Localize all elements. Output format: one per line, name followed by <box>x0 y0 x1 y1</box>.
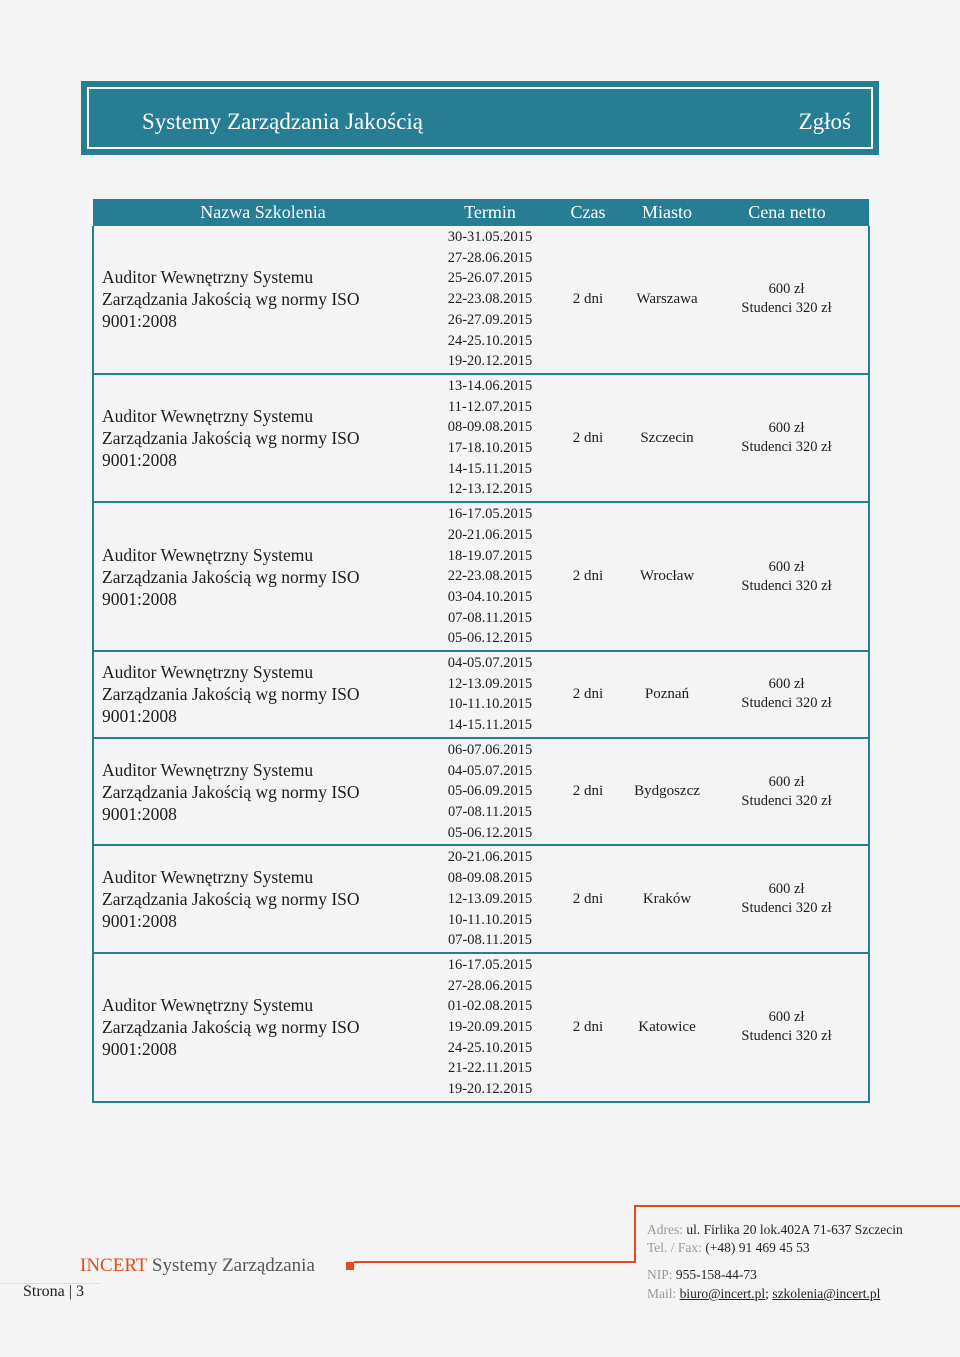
course-date: 07-08.11.2015 <box>447 932 533 949</box>
table-row <box>93 374 869 502</box>
header-price: Cena netto <box>705 199 869 226</box>
course-date: 05-06.12.2015 <box>447 824 533 841</box>
course-date: 12-13.09.2015 <box>447 890 533 907</box>
table-row <box>93 845 869 953</box>
table-row <box>93 953 869 1102</box>
page-number: Strona | 3 <box>23 1283 84 1300</box>
course-date: 10-11.10.2015 <box>447 696 533 713</box>
course-date: 27-28.06.2015 <box>447 249 533 266</box>
nip-value: 955-158-44-73 <box>672 1267 757 1282</box>
course-price: 600 zł <box>768 773 805 790</box>
course-date: 11-12.07.2015 <box>447 398 533 415</box>
contact-phone <box>647 1240 810 1256</box>
course-price: 600 zł <box>768 1009 805 1026</box>
contact-mail <box>647 1286 880 1302</box>
course-date: 19-20.12.2015 <box>447 1081 533 1098</box>
course-name-line: Zarządzania Jakością wg normy ISO <box>102 428 360 449</box>
table-header-row <box>93 199 869 226</box>
course-price-cell <box>705 502 869 651</box>
course-city: Wrocław <box>629 502 705 651</box>
course-date: 03-04.10.2015 <box>447 588 533 605</box>
course-date: 13-14.06.2015 <box>447 377 533 394</box>
course-name-cell <box>93 502 433 651</box>
course-name-line: Auditor Wewnętrzny Systemu <box>102 759 314 780</box>
course-date: 10-11.10.2015 <box>447 911 533 928</box>
course-name-line: Zarządzania Jakością wg normy ISO <box>102 889 360 910</box>
course-date: 06-07.06.2015 <box>447 741 533 758</box>
course-date: 16-17.05.2015 <box>447 956 533 973</box>
course-price-cell <box>705 845 869 953</box>
course-date: 01-02.08.2015 <box>447 998 533 1015</box>
course-name-line: Auditor Wewnętrzny Systemu <box>102 662 314 683</box>
course-name-line: 9001:2008 <box>102 311 177 332</box>
course-name-cell <box>93 226 433 374</box>
course-name-line: 9001:2008 <box>102 450 177 471</box>
course-date: 07-08.11.2015 <box>447 803 533 820</box>
course-name-line: Zarządzania Jakością wg normy ISO <box>102 566 360 587</box>
table-row <box>93 226 869 374</box>
course-city: Warszawa <box>629 226 705 374</box>
course-price: 600 zł <box>768 881 805 898</box>
header-course-name: Nazwa Szkolenia <box>93 199 433 226</box>
course-date: 08-09.08.2015 <box>447 419 533 436</box>
course-price: 600 zł <box>768 676 805 693</box>
course-name-cell <box>93 651 433 738</box>
course-date: 22-23.08.2015 <box>447 291 533 308</box>
course-name-line: Auditor Wewnętrzny Systemu <box>102 867 314 888</box>
course-name-line: Zarządzania Jakością wg normy ISO <box>102 781 360 802</box>
footer-divider <box>354 1261 634 1263</box>
register-link[interactable]: Zgłoś <box>798 109 851 134</box>
course-price-cell <box>705 953 869 1102</box>
course-name-line: Auditor Wewnętrzny Systemu <box>102 995 314 1016</box>
course-name-line: 9001:2008 <box>102 588 177 609</box>
course-date: 14-15.11.2015 <box>447 460 533 477</box>
course-date: 20-21.06.2015 <box>447 849 533 866</box>
course-price-cell <box>705 738 869 846</box>
course-date: 26-27.09.2015 <box>447 311 533 328</box>
mail-link-biuro[interactable]: biuro@incert.pl <box>679 1286 766 1301</box>
course-dates-cell <box>433 738 547 846</box>
course-duration: 2 dni <box>547 374 629 502</box>
address-value: ul. Firlika 20 lok.402A 71-637 Szczecin <box>683 1222 903 1237</box>
course-name-cell <box>93 374 433 502</box>
course-dates-cell <box>433 226 547 374</box>
header-city: Miasto <box>629 199 705 226</box>
course-student-price: Studenci 320 zł <box>741 439 832 456</box>
course-date: 30-31.05.2015 <box>447 229 533 245</box>
course-dates-cell <box>433 502 547 651</box>
course-date: 20-21.06.2015 <box>447 526 533 543</box>
course-name-cell <box>93 953 433 1102</box>
header-duration: Czas <box>547 199 629 226</box>
course-student-price: Studenci 320 zł <box>741 900 832 917</box>
course-dates-cell <box>433 651 547 738</box>
course-price: 600 zł <box>768 558 805 575</box>
contact-box-border-left <box>634 1205 636 1263</box>
course-price: 600 zł <box>768 420 805 437</box>
course-dates-cell <box>433 374 547 502</box>
course-student-price: Studenci 320 zł <box>741 300 832 317</box>
brand-name: INCERT <box>80 1255 148 1276</box>
table-row <box>93 502 869 651</box>
course-duration: 2 dni <box>547 738 629 846</box>
course-duration: 2 dni <box>547 226 629 374</box>
footer-brand <box>80 1255 315 1277</box>
table-body <box>93 226 869 1102</box>
brand-square-mark <box>346 1262 354 1270</box>
course-name-line: 9001:2008 <box>102 803 177 824</box>
course-date: 05-06.12.2015 <box>447 630 533 647</box>
course-student-price: Studenci 320 zł <box>741 792 832 809</box>
contact-nip <box>647 1267 757 1283</box>
course-date: 24-25.10.2015 <box>447 1039 533 1056</box>
course-price-cell <box>705 374 869 502</box>
course-duration: 2 dni <box>547 502 629 651</box>
course-date: 21-22.11.2015 <box>447 1060 533 1077</box>
course-city: Kraków <box>629 845 705 953</box>
phone-label: Tel. / Fax: <box>647 1240 702 1255</box>
contact-address <box>647 1222 903 1238</box>
course-date: 18-19.07.2015 <box>447 547 533 564</box>
course-name-line: Zarządzania Jakością wg normy ISO <box>102 684 360 705</box>
header-banner <box>81 81 879 155</box>
course-price-cell <box>705 651 869 738</box>
course-student-price: Studenci 320 zł <box>741 1028 832 1045</box>
mail-label: Mail: <box>647 1286 677 1301</box>
course-table <box>92 199 870 1103</box>
course-city: Szczecin <box>629 374 705 502</box>
header-dates: Termin <box>433 199 547 226</box>
course-city: Bydgoszcz <box>629 738 705 846</box>
course-student-price: Studenci 320 zł <box>741 695 832 712</box>
nip-label: NIP: <box>647 1267 673 1282</box>
course-price-cell <box>705 226 869 374</box>
course-date: 17-18.10.2015 <box>447 440 533 457</box>
course-student-price: Studenci 320 zł <box>741 577 832 594</box>
course-name-cell <box>93 845 433 953</box>
course-date: 19-20.09.2015 <box>447 1019 533 1036</box>
course-name-line: 9001:2008 <box>102 911 177 932</box>
course-name-line: 9001:2008 <box>102 706 177 727</box>
table-row <box>93 651 869 738</box>
course-name-line: Auditor Wewnętrzny Systemu <box>102 544 314 565</box>
mail-link-szkolenia[interactable]: szkolenia@incert.pl <box>772 1286 881 1301</box>
course-date: 04-05.07.2015 <box>447 655 533 672</box>
course-date: 24-25.10.2015 <box>447 332 533 349</box>
course-duration: 2 dni <box>547 845 629 953</box>
course-dates-cell <box>433 845 547 953</box>
course-date: 27-28.06.2015 <box>447 977 533 994</box>
course-date: 08-09.08.2015 <box>447 870 533 887</box>
course-price: 600 zł <box>768 281 805 298</box>
course-name-line: Zarządzania Jakością wg normy ISO <box>102 1017 360 1038</box>
course-city: Katowice <box>629 953 705 1102</box>
course-date: 14-15.11.2015 <box>447 717 533 734</box>
course-date: 12-13.12.2015 <box>447 481 533 498</box>
course-date: 05-06.09.2015 <box>447 783 533 800</box>
course-date: 16-17.05.2015 <box>447 506 533 523</box>
course-city: Poznań <box>629 651 705 738</box>
contact-box-border-top <box>634 1205 960 1207</box>
course-date: 19-20.12.2015 <box>447 353 533 370</box>
course-date: 12-13.09.2015 <box>447 675 533 692</box>
course-name-line: Zarządzania Jakością wg normy ISO <box>102 289 360 310</box>
mail-separator: ; <box>765 1286 773 1301</box>
course-name-cell <box>93 738 433 846</box>
table-row <box>93 738 869 846</box>
course-name-line: 9001:2008 <box>102 1039 177 1060</box>
course-dates-cell <box>433 953 547 1102</box>
course-name-line: Auditor Wewnętrzny Systemu <box>102 267 314 288</box>
header-banner-frame <box>87 87 873 149</box>
brand-tagline: Systemy Zarządzania <box>147 1255 315 1276</box>
course-date: 22-23.08.2015 <box>447 568 533 585</box>
course-duration: 2 dni <box>547 651 629 738</box>
phone-value: (+48) 91 469 45 53 <box>701 1240 810 1255</box>
course-date: 07-08.11.2015 <box>447 609 533 626</box>
course-date: 04-05.07.2015 <box>447 762 533 779</box>
banner-title: Systemy Zarządzania Jakością <box>142 109 423 134</box>
course-name-line: Auditor Wewnętrzny Systemu <box>102 406 314 427</box>
address-label: Adres: <box>647 1222 683 1237</box>
course-date: 25-26.07.2015 <box>447 270 533 287</box>
course-duration: 2 dni <box>547 953 629 1102</box>
